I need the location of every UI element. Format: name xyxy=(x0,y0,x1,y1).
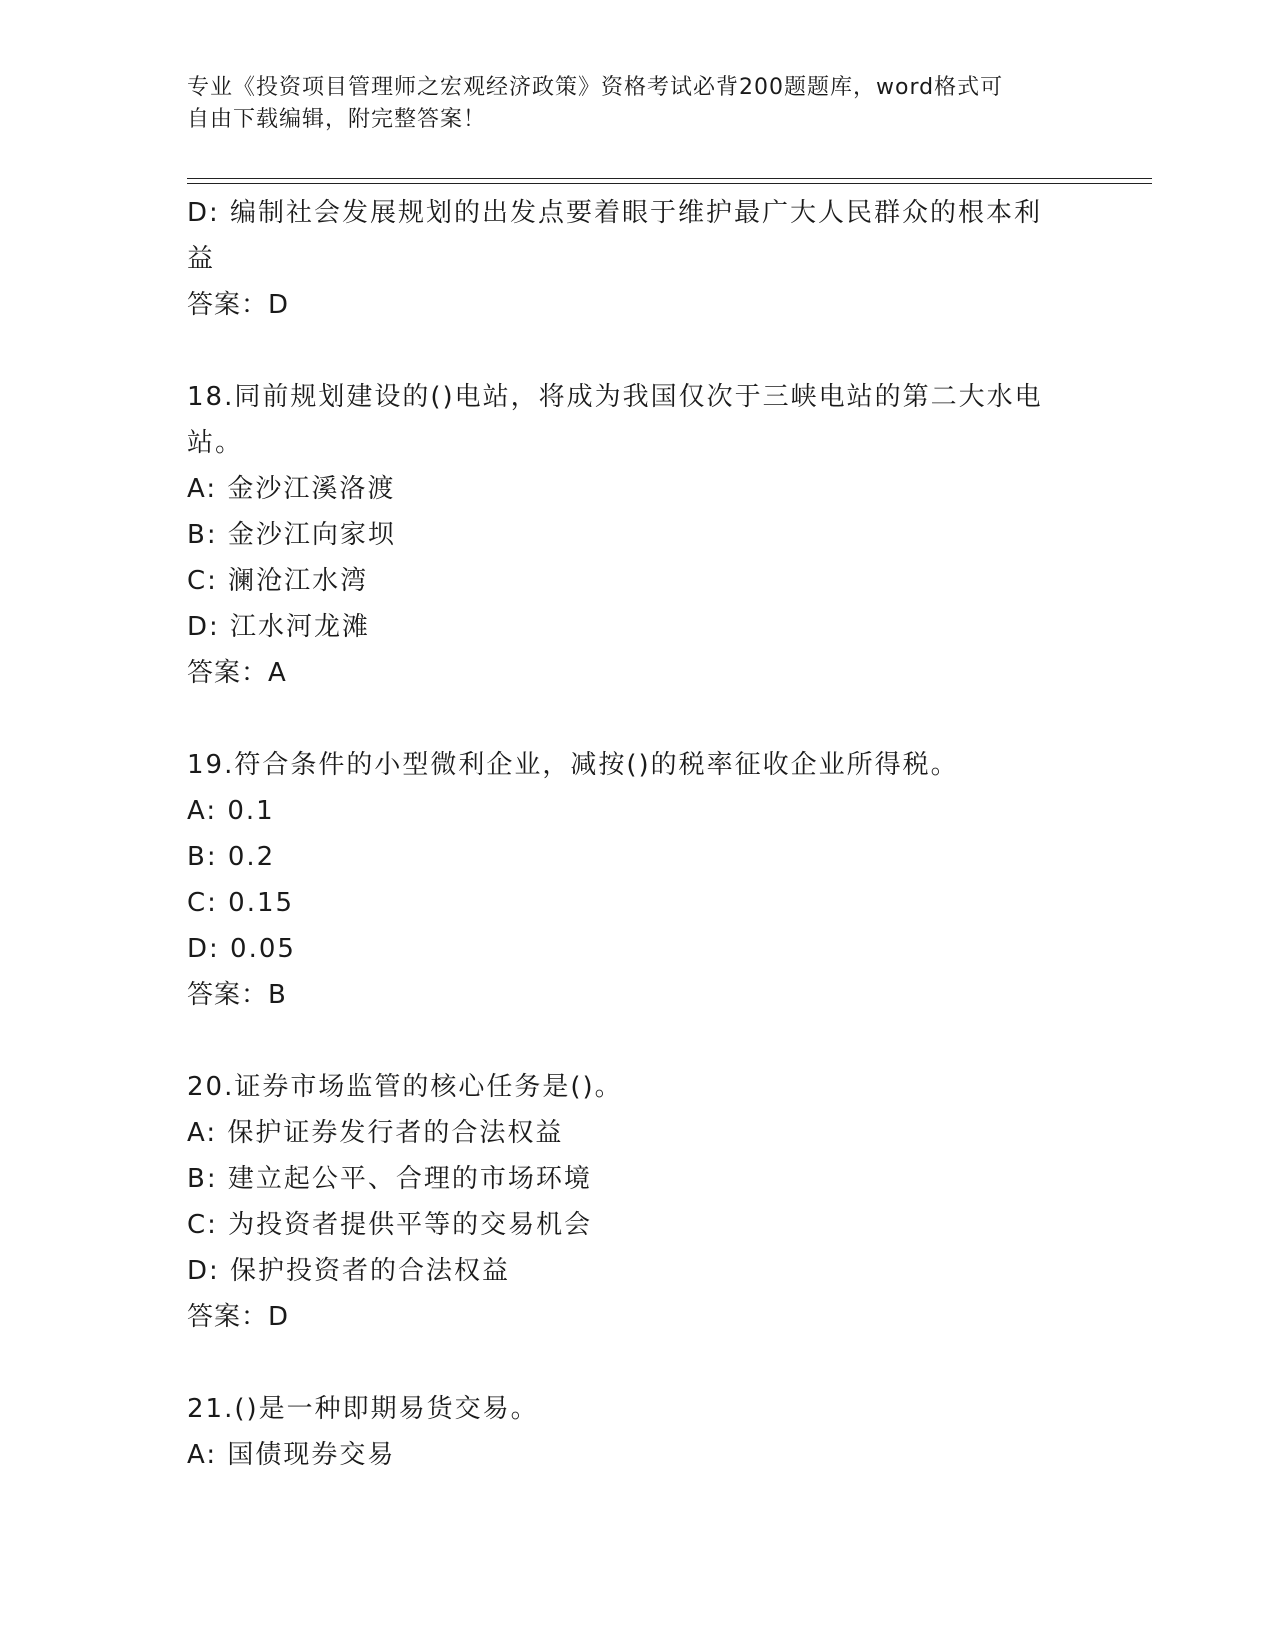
option-a: A: 0.1 xyxy=(187,796,275,826)
answer-line: 答案：D xyxy=(187,1302,290,1332)
option-c: C: 0.15 xyxy=(187,888,295,918)
option-d-continued: 益 xyxy=(187,244,216,274)
question-title: 21.()是一种即期易货交易。 xyxy=(187,1394,539,1424)
question-content xyxy=(187,190,1087,1478)
answer-line: 答案：B xyxy=(187,980,287,1010)
option-b: B: 金沙江向家坝 xyxy=(187,520,396,550)
header-title-line-1: 专业《投资项目管理师之宏观经济政策》资格考试必背200题题库，word格式可 xyxy=(187,75,1004,100)
question-block-18 xyxy=(187,374,1087,696)
header-title-line-2: 自由下载编辑，附完整答案！ xyxy=(187,107,487,132)
answer-line: 答案：D xyxy=(187,290,290,320)
document-header xyxy=(187,72,1087,136)
question-title: 18.同前规划建设的()电站，将成为我国仅次于三峡电站的第二大水电 xyxy=(187,382,1043,412)
question-block-21 xyxy=(187,1386,1087,1478)
option-b: B: 建立起公平、合理的市场环境 xyxy=(187,1164,592,1194)
option-a: A: 保护证券发行者的合法权益 xyxy=(187,1118,564,1148)
option-d: D: 编制社会发展规划的出发点要着眼于维护最广大人民群众的根本利 xyxy=(187,198,1043,228)
question-title-continued: 站。 xyxy=(187,428,244,458)
option-d: D: 保护投资者的合法权益 xyxy=(187,1256,511,1286)
question-block-19 xyxy=(187,742,1087,1018)
question-title: 20.证券市场监管的核心任务是()。 xyxy=(187,1072,623,1102)
question-block-20 xyxy=(187,1064,1087,1340)
question-title: 19.符合条件的小型微利企业，减按()的税率征收企业所得税。 xyxy=(187,750,959,780)
option-d: D: 0.05 xyxy=(187,934,296,964)
option-a: A: 国债现券交易 xyxy=(187,1440,396,1470)
option-a: A: 金沙江溪洛渡 xyxy=(187,474,396,504)
header-divider xyxy=(187,183,1152,184)
header-divider xyxy=(187,178,1152,179)
option-d: D: 江水河龙滩 xyxy=(187,612,371,642)
option-b: B: 0.2 xyxy=(187,842,276,872)
option-c: C: 为投资者提供平等的交易机会 xyxy=(187,1210,593,1240)
answer-line: 答案：A xyxy=(187,658,287,688)
option-c: C: 澜沧江水湾 xyxy=(187,566,369,596)
